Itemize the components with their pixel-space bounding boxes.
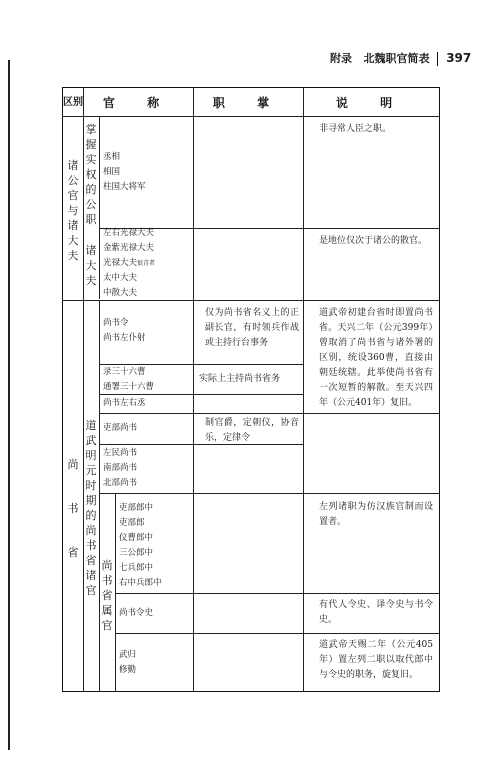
titles-zuomin <box>103 446 137 491</box>
note-shangshu-main: 道武帝初建台省时即置尚书省。天兴二年（公元399年）曾取消了尚书省与诸外署的区别，统设360曹，直接由朝廷统辖。此举使尚书省有一次短暂的解散。至天兴四年（公元401年）复旧。 <box>319 308 433 408</box>
col-header-note: 说 明 <box>335 95 407 110</box>
page-binding-edge <box>8 60 10 750</box>
title-item-with-note: 光禄大夫银青者 <box>103 258 156 268</box>
duty-lu: 实际上主持尚书省务 <box>199 374 281 384</box>
officials-table <box>62 87 440 692</box>
titles-dafu <box>103 226 155 301</box>
row-line-wugui <box>115 633 439 634</box>
title-item: 相国 <box>103 167 121 177</box>
row-line-libu <box>99 413 439 414</box>
title-item: 右中兵郎中 <box>119 578 162 588</box>
title-item: 七兵郎中 <box>119 563 154 573</box>
col-header-title: 官 称 <box>102 95 174 110</box>
titles-cheng <box>103 396 146 411</box>
note-dafu: 是地位仅次于诸公的散官。 <box>319 236 428 246</box>
title-item: 南部尚书 <box>103 463 138 473</box>
title-item: 吏部尚书 <box>103 423 138 433</box>
running-header <box>330 50 471 66</box>
title-item: 三公郎中 <box>119 548 154 558</box>
title-item: 左右光禄大夫 <box>103 228 155 238</box>
header-row-line <box>63 116 439 117</box>
title-item: 武归 <box>119 650 137 660</box>
title-item: 吏部郎 <box>119 518 145 528</box>
subgroup-label-dafu: 诸大夫 <box>85 244 97 287</box>
col-header-district: 区别 <box>63 96 83 108</box>
subgroup-label-shiquan: 掌握实权的公职 <box>85 123 97 226</box>
titles-wugui <box>119 648 136 678</box>
titles-libu <box>103 421 137 436</box>
district-label-zhugong: 诸公官与诸大夫 <box>67 159 79 262</box>
title-item: 丞相 <box>103 152 121 162</box>
title-item: 仪曹郎中 <box>119 533 154 543</box>
title-item: 太中大夫 <box>103 273 138 283</box>
title-item: 金紫光禄大夫 <box>103 243 155 253</box>
title-item: 尚书令 <box>103 318 129 328</box>
header-divider <box>437 52 438 66</box>
title-item: 尚书令史 <box>119 608 154 618</box>
title-item: 北部尚书 <box>103 478 138 488</box>
title-item: 通署三十六曹 <box>103 382 155 392</box>
col-line-duty <box>303 88 304 691</box>
titles-shiquan <box>103 150 146 195</box>
title-item: 中散大夫 <box>103 288 138 298</box>
col-header-duty: 职 掌 <box>212 95 284 110</box>
titles-langzhong <box>119 501 162 591</box>
note-langzhong: 左列诸职为仿汉族官制而设置者。 <box>319 502 433 527</box>
header-appendix: 附录 <box>330 52 352 65</box>
duty-libu: 制官爵，定朝仪，协音乐，定律令 <box>205 418 299 443</box>
note-lingshi: 有代人令史、译令史与书令史。 <box>319 600 433 625</box>
titles-shangshuling <box>103 316 146 346</box>
row-line-shuguan <box>99 493 439 494</box>
header-title: 北魏职官简表 <box>363 52 430 65</box>
title-item: 左民尚书 <box>103 448 138 458</box>
note-shiquan: 非寻常人臣之职。 <box>319 124 392 134</box>
page-number: 397 <box>446 51 472 65</box>
col-line-title <box>193 88 194 691</box>
titles-lingshi <box>119 606 153 621</box>
title-item: 柱国大将军 <box>103 182 146 192</box>
district-label-shangshu: 尚书省 <box>67 458 79 559</box>
note-wugui: 道武帝天赐二年（公元405年）置左列二职以取代郎中与令史的职务，旋复旧。 <box>319 640 433 680</box>
subgroup-label-shuguan: 尚书省属官 <box>101 559 113 632</box>
title-item: 吏部郎中 <box>119 503 154 513</box>
subgroup-label-daowu: 道武明元时期的尚书省诸官 <box>85 419 97 597</box>
col-line-subgroup-top <box>99 116 100 299</box>
title-item: 录三十六曹 <box>103 367 146 377</box>
duty-shangshuling: 仅为尚书省名义上的正副长官，有时领兵作战或主持行台事务 <box>205 308 299 348</box>
title-item: 尚书左仆射 <box>103 333 146 343</box>
title-item: 修勤 <box>119 665 137 675</box>
row-line-lingshi <box>115 593 439 594</box>
titles-lu <box>103 365 154 395</box>
col-line-subgroup-shuguan <box>115 493 116 691</box>
title-item: 尚书左右丞 <box>103 398 146 408</box>
